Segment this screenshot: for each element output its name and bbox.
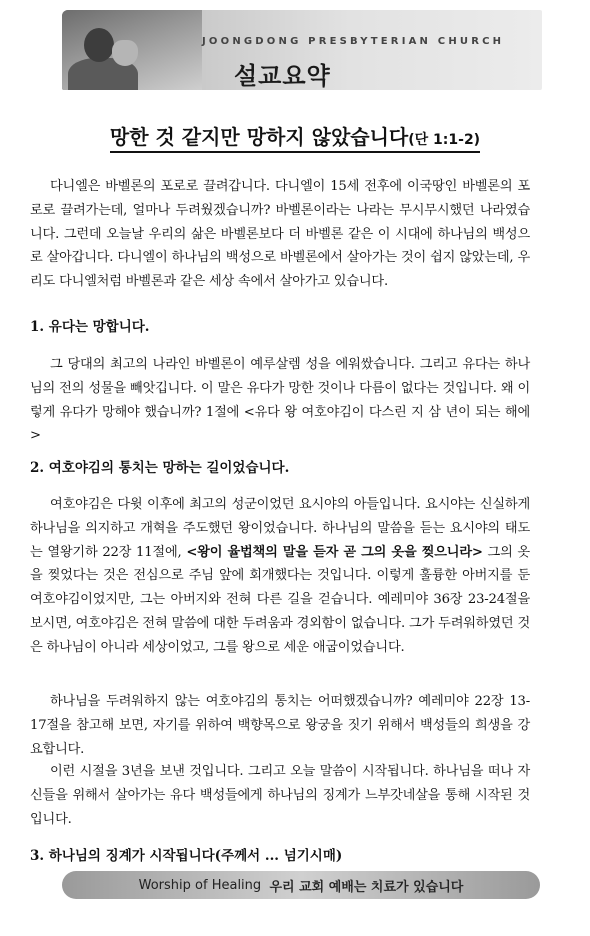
header-banner [62,10,542,90]
point2-paragraph [30,493,530,660]
intro-paragraph: 다니엘은 바벨론의 포로로 끌려갑니다. 다니엘이 15세 전후에 이국땅인 바벨론의 포로로 끌려가는데, 얼마나 두려웠겠습니까? 바벨론이라는 나라는 무시무시했던 나라였습니다. 그런데 오늘날 우리의 삶은 바벨론보다 더 바벨론 같은 이 시대에 하나님의 백성으로 살아갑니다. 다니엘이 하나님의 백성으로 바벨론에서 살아가는 것이 쉽지 않았는데, 우리도 다니엘처럼 바벨론과 같은 세상 속에서 살아가고 있습니다. [30,179,530,290]
point3-heading: 3. 하나님의 징계가 시작됩니다(주께서 ... 넘기시매) [30,848,343,864]
footer-english: Worship of Healing [138,877,262,893]
point1-paragraph: 그 당대의 최고의 나라인 바벨론이 예루살렘 성을 에워쌌습니다. 그리고 유다는 하나님의 전의 성물을 빼앗깁니다. 이 말은 유다가 망한 것이나 다름이 없다는 것입니다. 왜 이렇게 유다가 망해야 했습니까? 1절에 <유다 왕 여호야김이 다스린 지 삼 년이 되는 해에> [30,357,530,444]
scripture-quote: <왕이 율법책의 말을 듣자 곧 그의 옷을 찢으니라> [186,544,483,560]
point2-paragraph-2: 하나님을 두려워하지 않는 여호야김의 통치는 어떠했겠습니까? 예레미야 22장 13-17절을 참고해 보면, 자기를 위하여 백향목으로 왕궁을 짓기 위해서 백성들의 희생을 강요합니다. [30,694,530,757]
footer-korean: 우리 교회 예배는 치료가 있습니다 [269,879,464,895]
church-name: JOONGDONG PRESBYTERIAN CHURCH [202,36,505,47]
section-label: 설교요약 [234,62,331,90]
footer-banner [62,871,540,899]
point2-text-after: 그의 옷을 찢었다는 것은 전심으로 주님 앞에 회개했다는 것입니다. 이렇게 훌륭한 아버지를 둔 여호야김이었지만, 그는 아버지와 전혀 다른 길을 걷습니다. 예레미야 36장 23-24절을 보시면, 여호야김은 전혀 말씀에 대한 두려움과 경외함이 없습니다. 그가 두려워하였던 것은 하나님이 아니라 세상이었고, 그를 왕으로 세운 애굽이었습니다. [30,544,530,655]
scripture-reference: (단 1:1-2) [408,132,481,148]
point2-paragraph-3: 이런 시절을 3년을 보낸 것입니다. 그리고 오늘 말씀이 시작됩니다. 하나님을 떠나 자신들을 위해서 살아가는 유다 백성들에게 하나님의 징계가 느부갓네살을 통해 시작된 것입니다. [30,764,530,827]
sermon-title [0,121,590,153]
point2-text-before: 여호야김은 다윗 이후에 최고의 성군이었던 요시야의 아들입니다. 요시야는 신실하게 하나님을 의지하고 개혁을 주도했던 왕이었습니다. 하나님의 말씀을 듣는 요시야의 태도는 열왕기하 22장 11절에, [30,497,530,560]
point2-heading: 2. 여호야김의 통치는 망하는 길이었습니다. [30,460,290,476]
point1-heading: 1. 유다는 망합니다. [30,319,150,335]
praying-woman-photo [62,10,202,90]
sermon-title-text: 망한 것 같지만 망하지 않았습니다 [109,125,409,149]
